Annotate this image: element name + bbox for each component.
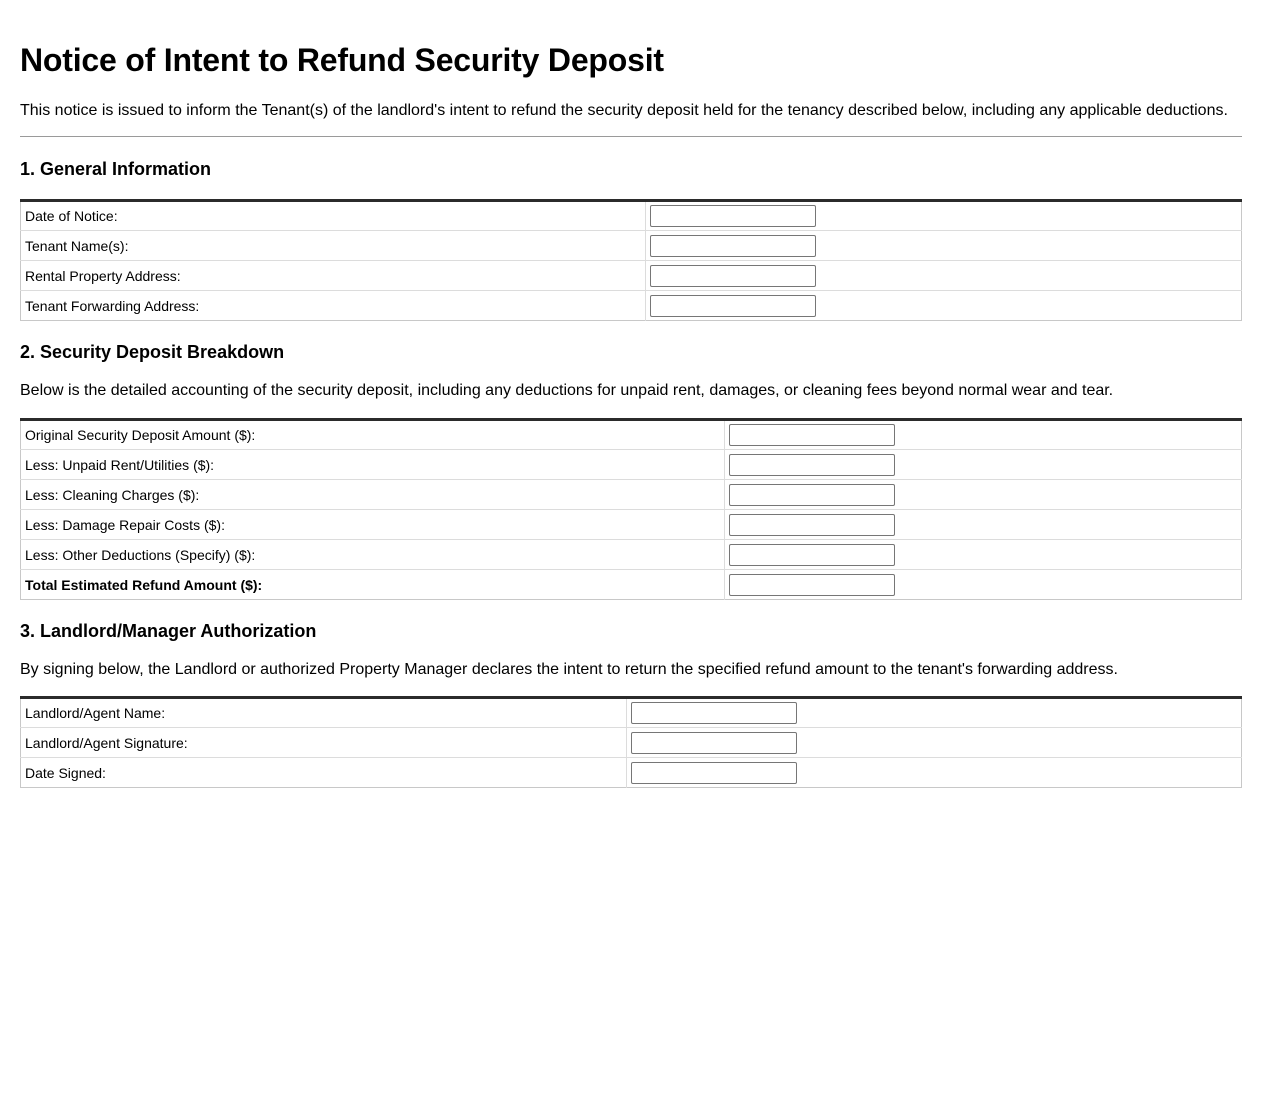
damage-repair-costs-input[interactable] — [729, 514, 895, 536]
table-row — [21, 728, 1242, 758]
general-information-table — [20, 199, 1242, 321]
page-title: Notice of Intent to Refund Security Deposit — [20, 42, 664, 78]
total-refund-label: Total Estimated Refund Amount ($): — [21, 570, 725, 600]
table-row — [21, 570, 1242, 600]
other-deductions-label: Less: Other Deductions (Specify) ($): — [21, 540, 725, 570]
table-row — [21, 758, 1242, 788]
date-signed-label: Date Signed: — [21, 758, 627, 788]
cleaning-charges-label: Less: Cleaning Charges ($): — [21, 480, 725, 510]
table-row — [21, 510, 1242, 540]
agent-name-label: Landlord/Agent Name: — [21, 698, 627, 728]
table-row — [21, 698, 1242, 728]
table-row — [21, 291, 1242, 321]
tenant-forwarding-address-input[interactable] — [650, 295, 816, 317]
cleaning-charges-input[interactable] — [729, 484, 895, 506]
table-row — [21, 540, 1242, 570]
rental-property-address-label: Rental Property Address: — [21, 261, 646, 291]
original-deposit-input[interactable] — [729, 424, 895, 446]
authorization-description: By signing below, the Landlord or authorized Property Manager declares the intent to return the specified refund amount to the tenant's forwarding address. — [20, 661, 1118, 678]
total-refund-input[interactable] — [729, 574, 895, 596]
security-deposit-breakdown-table — [20, 418, 1242, 600]
table-row — [21, 450, 1242, 480]
breakdown-description: Below is the detailed accounting of the security deposit, including any deductions for unpaid rent, damages, or cleaning fees beyond normal wear and tear. — [20, 382, 1114, 399]
rental-property-address-input[interactable] — [650, 265, 816, 287]
agent-signature-label: Landlord/Agent Signature: — [21, 728, 627, 758]
date-of-notice-label: Date of Notice: — [21, 201, 646, 231]
date-of-notice-input[interactable] — [650, 205, 816, 227]
section-heading-security-deposit-breakdown: 2. Security Deposit Breakdown — [20, 342, 285, 362]
tenant-names-input[interactable] — [650, 235, 816, 257]
table-row — [21, 201, 1242, 231]
agent-signature-input[interactable] — [631, 732, 797, 754]
unpaid-rent-input[interactable] — [729, 454, 895, 476]
original-deposit-label: Original Security Deposit Amount ($): — [21, 420, 725, 450]
agent-name-input[interactable] — [631, 702, 797, 724]
tenant-names-label: Tenant Name(s): — [21, 231, 646, 261]
section-heading-authorization: 3. Landlord/Manager Authorization — [20, 621, 317, 641]
tenant-forwarding-address-label: Tenant Forwarding Address: — [21, 291, 646, 321]
unpaid-rent-label: Less: Unpaid Rent/Utilities ($): — [21, 450, 725, 480]
table-row — [21, 261, 1242, 291]
table-row — [21, 231, 1242, 261]
authorization-table — [20, 696, 1242, 788]
table-row — [21, 480, 1242, 510]
damage-repair-costs-label: Less: Damage Repair Costs ($): — [21, 510, 725, 540]
intro-text: This notice is issued to inform the Tenant(s) of the landlord's intent to refund the security deposit held for the tenancy described below, including any applicable deductions. — [20, 102, 1228, 119]
section-heading-general-information: 1. General Information — [20, 159, 212, 179]
other-deductions-input[interactable] — [729, 544, 895, 566]
divider — [20, 136, 1242, 137]
date-signed-input[interactable] — [631, 762, 797, 784]
table-row — [21, 420, 1242, 450]
